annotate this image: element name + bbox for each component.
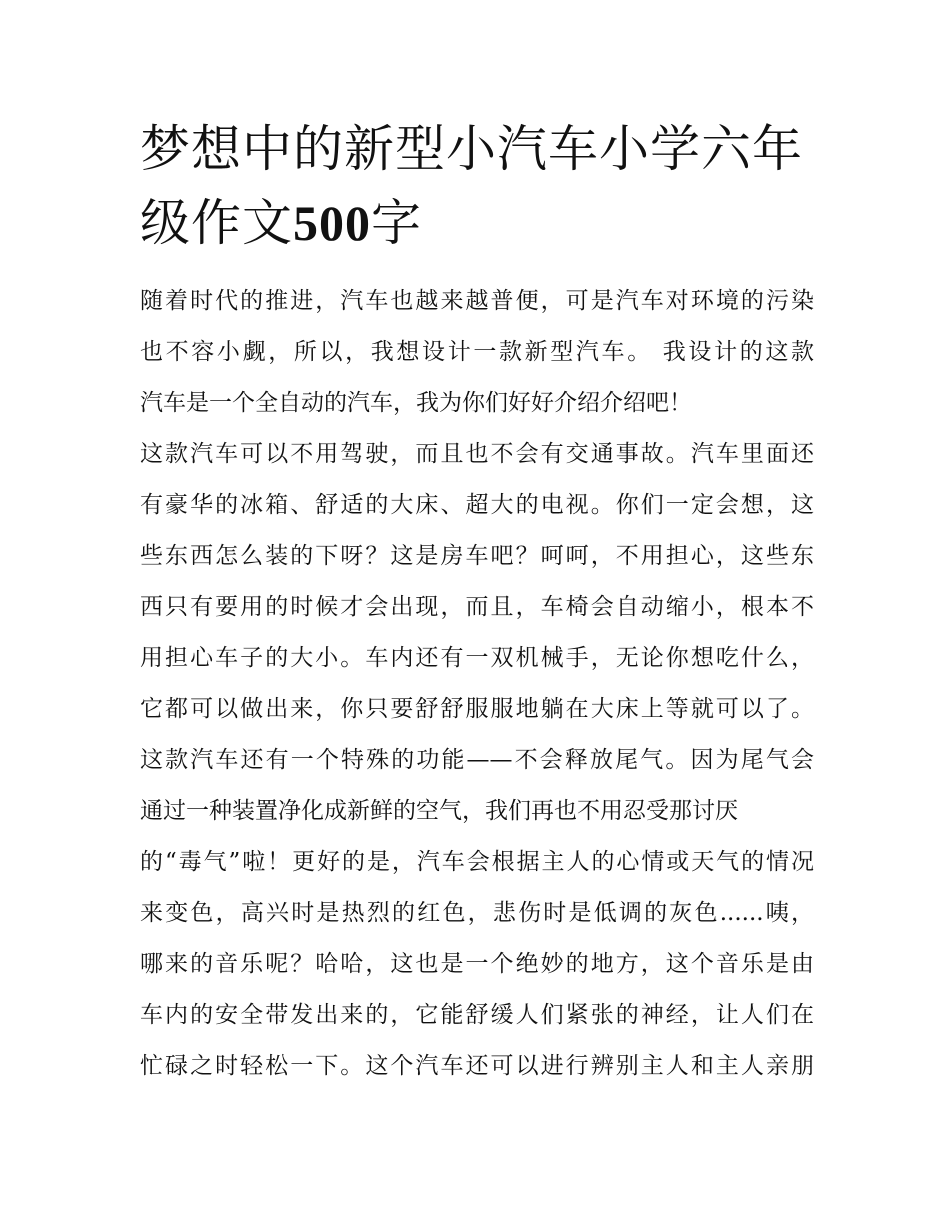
body-line: 忙碌之时轻松一下。这个汽车还可以进行辨别主人和主人亲朋 <box>140 1053 814 1079</box>
body-line: 它都可以做出来，你只要舒舒服服地躺在大床上等就可以了。 <box>140 696 814 722</box>
body-line: 汽车是一个全自动的汽车，我为你们好好介绍介绍吧！ <box>140 390 692 416</box>
body-line: 有豪华的冰箱、舒适的大床、超大的电视。你们一定会想，这 <box>140 492 814 518</box>
document-title <box>140 112 820 260</box>
body-line: 些东西怎么装的下呀？这是房车吧？呵呵，不用担心，这些东 <box>140 543 814 569</box>
body-line: 也不容小觑，所以，我想设计一款新型汽车。 我设计的这款 <box>140 339 814 365</box>
body-line: 通过一种装置净化成新鲜的空气，我们再也不用忍受那讨厌 <box>140 798 738 824</box>
body-line: 这款汽车还有一个特殊的功能——不会释放尾气。因为尾气会 <box>140 747 814 773</box>
body-line: 随着时代的推进，汽车也越来越普便，可是汽车对环境的污染 <box>140 288 814 314</box>
body-line: 车内的安全带发出来的，它能舒缓人们紧张的神经，让人们在 <box>140 1002 814 1028</box>
body-line: 西只有要用的时候才会出现，而且，车椅会自动缩小，根本不 <box>140 594 814 620</box>
body-line: 的“毒气”啦！更好的是，汽车会根据主人的心情或天气的情况 <box>140 849 814 875</box>
title-number: 500 <box>293 195 371 251</box>
title-suffix: 字 <box>371 194 422 252</box>
body-line: 来变色，高兴时是热烈的红色，悲伤时是低调的灰色......咦， <box>140 900 814 926</box>
document-body <box>140 276 814 1092</box>
body-line: 哪来的音乐呢？哈哈，这也是一个绝妙的地方，这个音乐是由 <box>140 951 814 977</box>
body-line: 用担心车子的大小。车内还有一双机械手，无论你想吃什么， <box>140 645 814 671</box>
body-line: 这款汽车可以不用驾驶，而且也不会有交通事故。汽车里面还 <box>140 441 814 467</box>
title-text: 梦想中的新型小汽车小学六年级作文 <box>140 120 803 252</box>
